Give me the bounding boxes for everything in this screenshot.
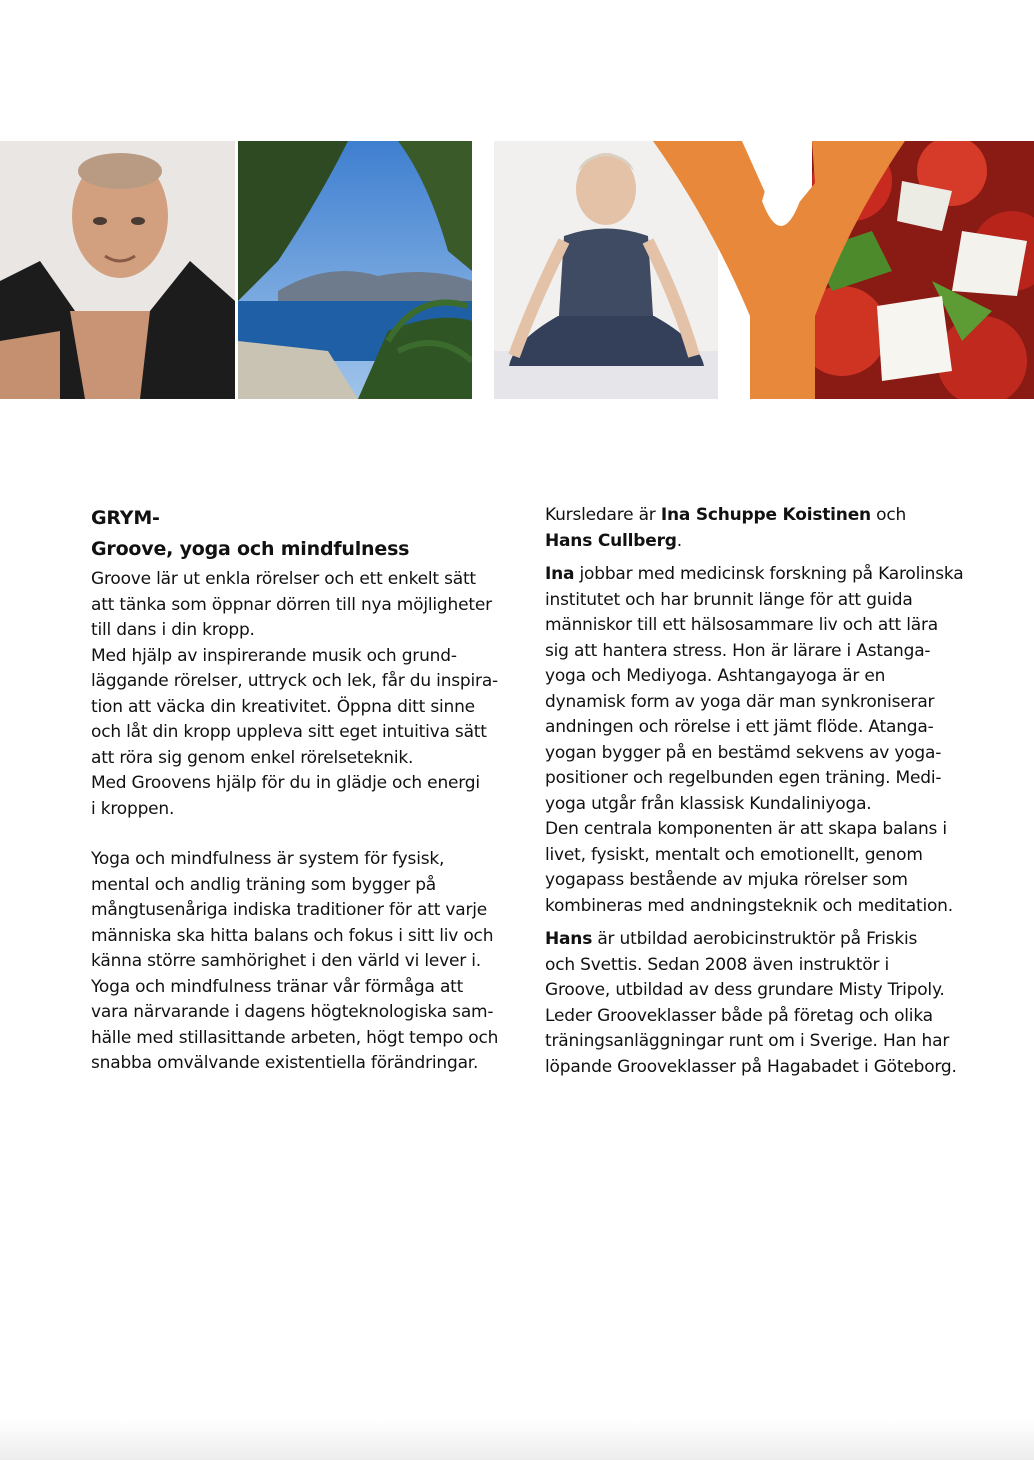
text-line: Leder Grooveklasser både på företag och olika — [545, 1005, 933, 1026]
text-line: yoga och Mediyoga. Ashtangayoga är en — [545, 666, 886, 686]
text-line: Den centrala komponenten är att skapa balans i — [545, 819, 947, 839]
text-line: institutet och har brunnit länge för att guida — [545, 589, 913, 610]
text-line: mångtusenåriga indiska traditioner för att varje — [91, 900, 488, 920]
hans-first-line — [545, 927, 965, 953]
ina-first-line — [545, 562, 965, 588]
text-line: vara närvarande i dagens högteknologiska sam- — [91, 1002, 494, 1022]
text-line: kombineras med andningsteknik och meditation. — [545, 895, 953, 916]
text-line: att tänka som öppnar dörren till nya möjligheter — [91, 594, 492, 615]
text-line: livet, fysiskt, mentalt och emotionellt, genom — [545, 844, 923, 865]
text-line: dynamisk form av yoga där man synkroniserar — [545, 691, 935, 712]
ina-paragraph — [545, 588, 965, 920]
leaders-and: och — [870, 505, 907, 525]
page-bottom-shade — [0, 1420, 1034, 1460]
text-line: Med hjälp av inspirerande musik och grund- — [91, 645, 457, 666]
ina-first: jobbar med medicinsk forskning på Karolinska — [574, 564, 964, 584]
y-logo — [650, 141, 910, 399]
text-line: yogan bygger på en bestämd sekvens av yoga- — [545, 742, 942, 763]
text-line: och Svettis. Sedan 2008 även instruktör i — [545, 954, 889, 975]
leaders-intro: Kursledare är — [545, 505, 661, 525]
hans-paragraph — [545, 953, 965, 1081]
text-line: positioner och regelbunden egen träning. Medi- — [545, 768, 942, 788]
right-column — [545, 503, 965, 1080]
leaders-line2 — [545, 529, 965, 555]
left-column — [91, 503, 511, 1077]
text-line: känna större samhörighet i den värld vi lever i. — [91, 951, 481, 971]
text-line: läggande rörelser, uttryck och lek, får du inspira- — [91, 671, 498, 691]
text-line: hälle med stillasittande arbeten, högt tempo och — [91, 1027, 499, 1048]
text-line: mental och andlig träning som bygger på — [91, 874, 437, 895]
leader-hans: Hans Cullberg — [545, 530, 677, 551]
text-line: till dans i din kropp. — [91, 620, 255, 640]
text-line: Med Groovens hjälp för du in glädje och energi — [91, 773, 480, 793]
text-line: Groove, utbildad av dess grundare Misty Tripoly. — [545, 980, 945, 1000]
leaders-end: . — [676, 530, 682, 551]
text-line: Yoga och mindfulness tränar vår förmåga att — [91, 976, 464, 997]
title-line1: GRYM- — [91, 507, 160, 529]
leaders-line — [545, 503, 965, 529]
text-line: löpande Grooveklasser på Hagabadet i Göteborg. — [545, 1056, 957, 1077]
text-line: snabba omvälvande existentiella förändringar. — [91, 1053, 479, 1073]
text-line: Yoga och mindfulness är system för fysisk, — [91, 849, 445, 869]
text-line: tion att väcka din kreativitet. Öppna ditt sinne — [91, 696, 475, 717]
text-line: yoga utgår från klassisk Kundaliniyoga. — [545, 793, 872, 814]
text-line: i kroppen. — [91, 798, 175, 819]
hans-first: är utbildad aerobicinstruktör på Friskis — [592, 929, 918, 949]
text-line: att röra sig genom enkel rörelseteknik. — [91, 747, 414, 768]
text-line: och låt din kropp uppleva sitt eget intuitiva sätt — [91, 722, 487, 742]
leader-ina: Ina Schuppe Koistinen — [660, 505, 871, 525]
yoga-paragraph — [91, 847, 511, 1077]
hans-name: Hans — [545, 929, 593, 949]
text-line: andningen och rörelse i ett jämt flöde. Atanga- — [545, 717, 934, 737]
text-line: sig att hantera stress. Hon är lärare i Astanga- — [545, 640, 931, 661]
sea-landscape-photo — [238, 141, 472, 399]
text-line: människor till ett hälsosammare liv och att lära — [545, 615, 938, 635]
text-line: människa ska hitta balans och fokus i sitt liv och — [91, 925, 494, 946]
groove-paragraph — [91, 567, 511, 822]
text-line: yogapass bestående av mjuka rörelser som — [545, 870, 908, 890]
text-line: Groove lär ut enkla rörelser och ett enkelt sätt — [91, 569, 476, 589]
instructor-photo — [0, 141, 235, 399]
ina-name: Ina — [545, 564, 575, 584]
title-line2: Groove, yoga och mindfulness — [91, 538, 410, 560]
text-line: träningsanläggningar runt om i Sverige. Han har — [545, 1031, 950, 1051]
